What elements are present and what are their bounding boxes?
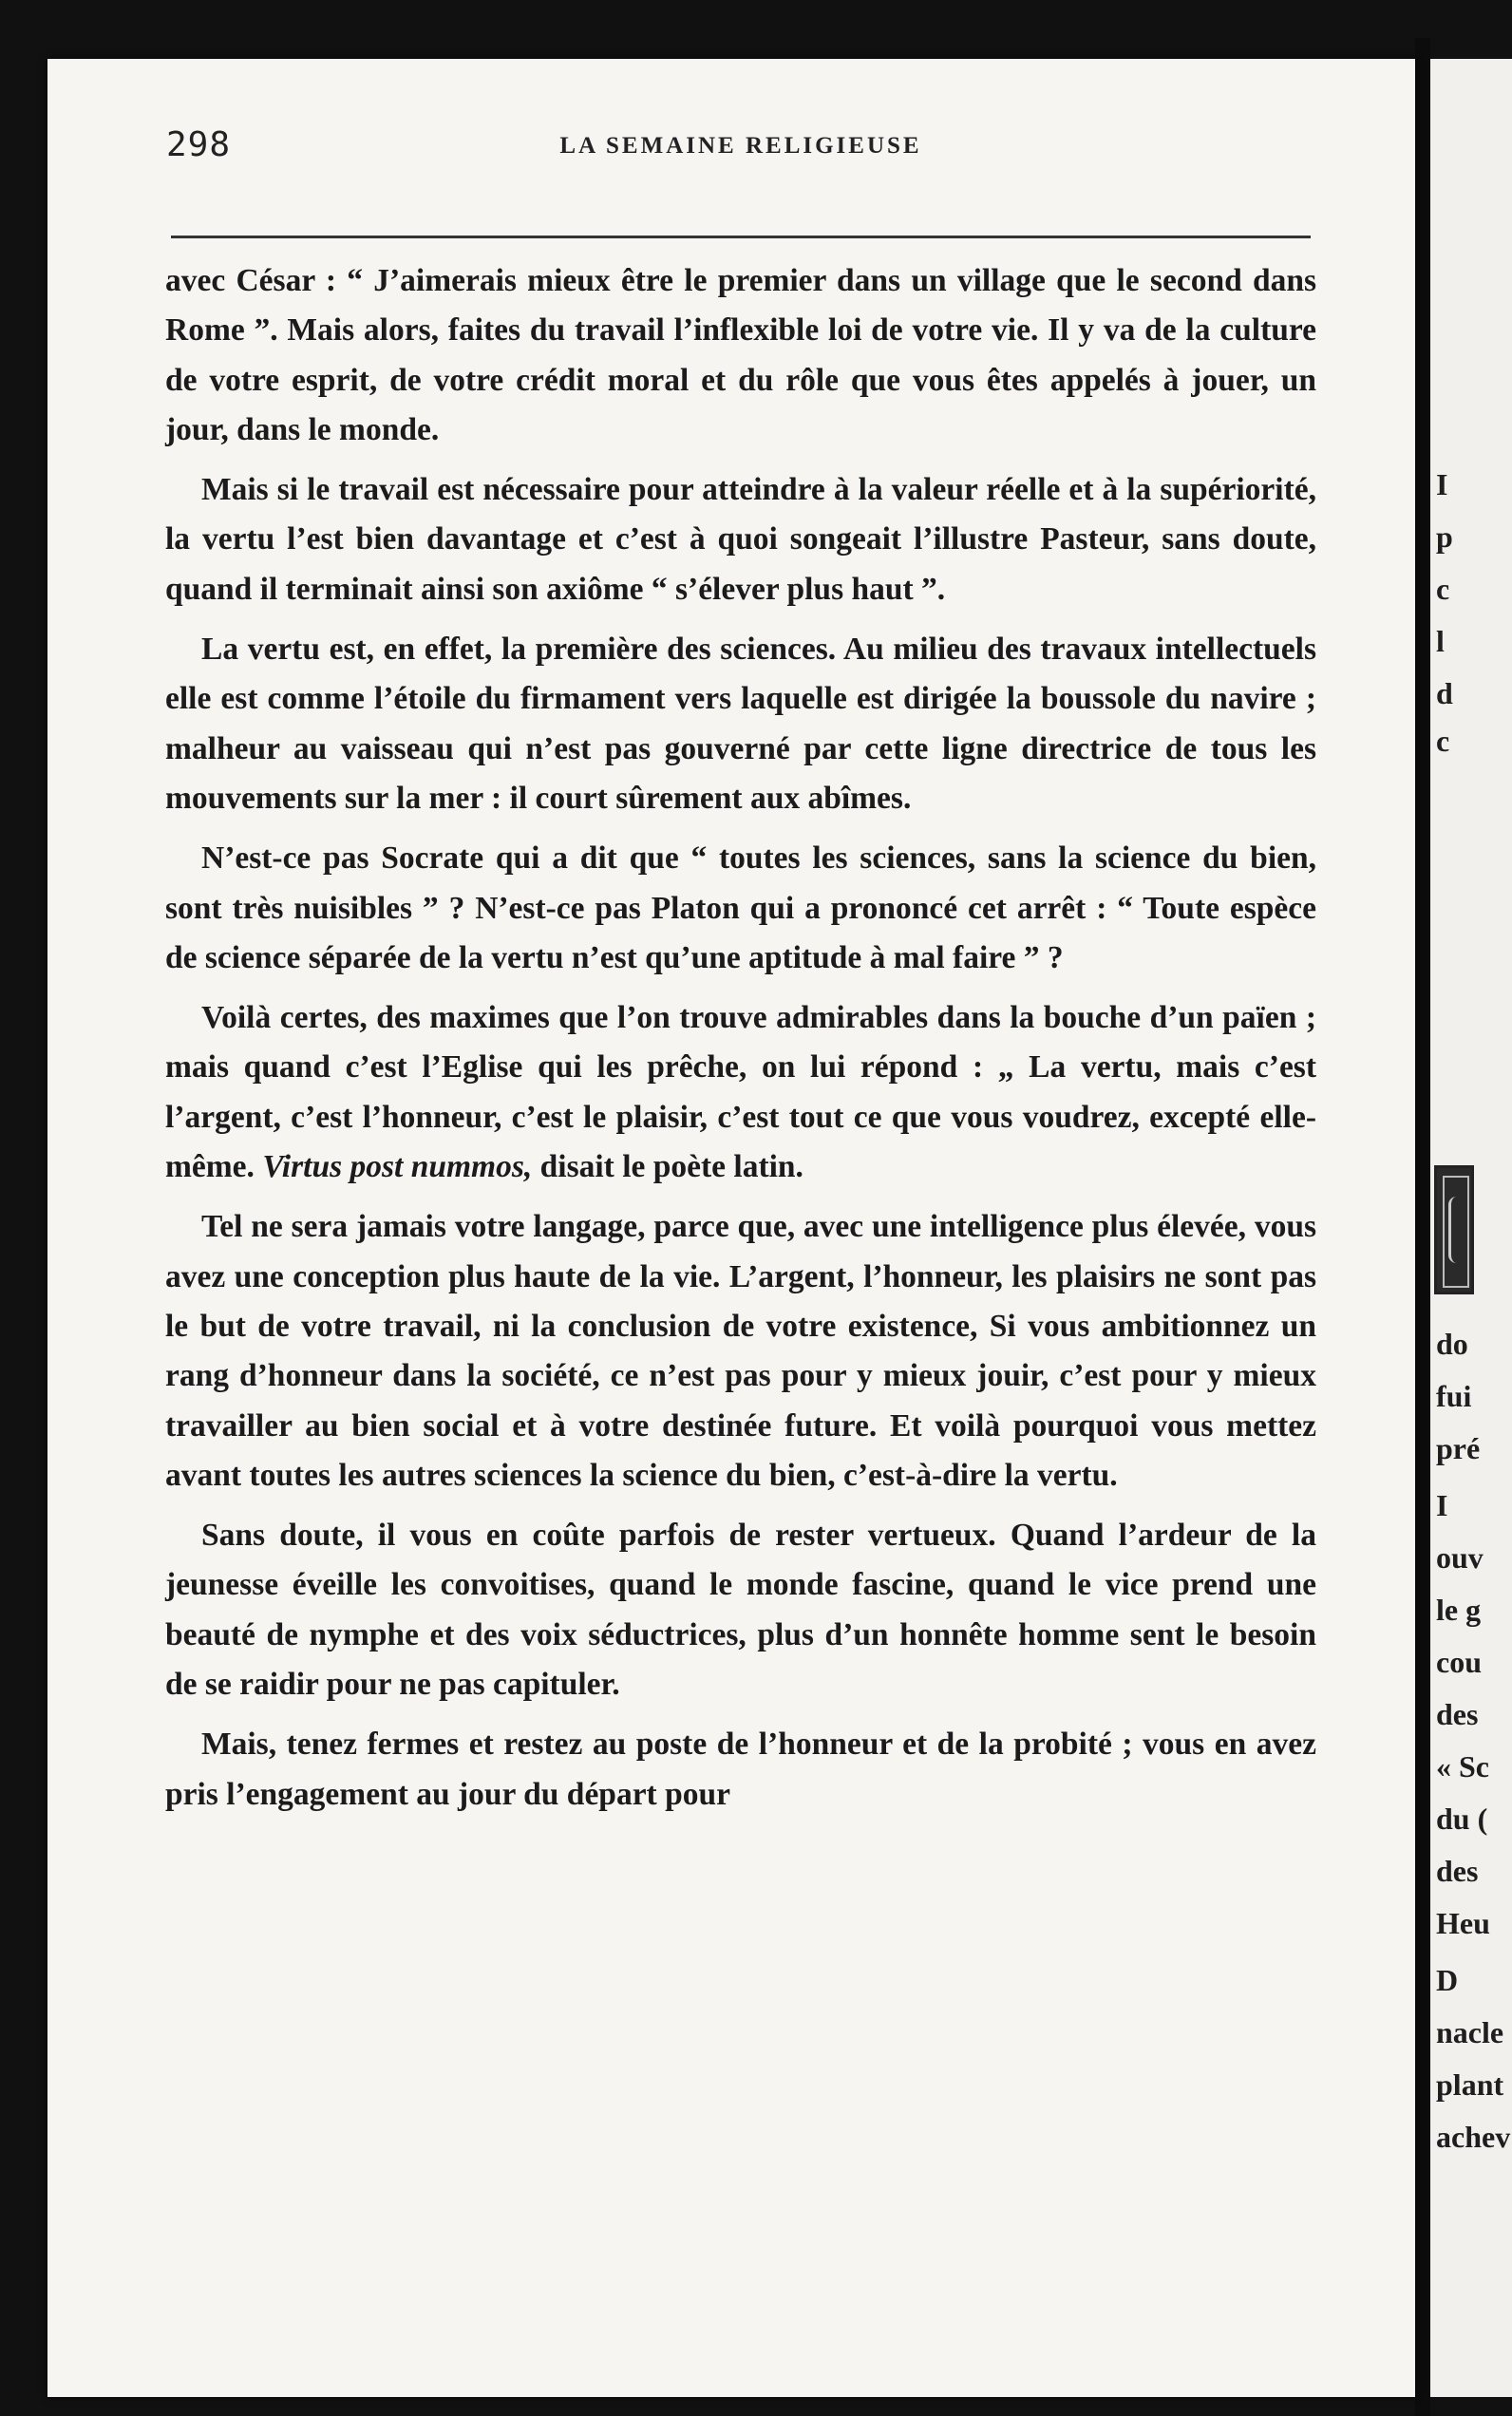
- page-header: [166, 122, 1315, 179]
- paragraph: avec César : “ J’aimerais mieux être le premier dans un village que le second dans Rome ”. Mais alors, faites du travail l’inflexible loi de votre vie. Il y va de la culture de votre esprit, de votre crédit moral et du rôle que vous êtes appelés à jouer, un jour, dans le monde.: [165, 263, 1316, 447]
- text-run: disait le poète latin.: [532, 1149, 803, 1185]
- fragment: l: [1436, 624, 1445, 658]
- paragraph: Mais si le travail est nécessaire pour atteindre à la valeur réelle et à la supériorité, la vertu l’est bien davantage et c’est à quoi songeait l’illustre Pasteur, sans doute, quand il terminait ainsi son axiôme “ s’élever plus haut ”.: [165, 472, 1316, 607]
- fragment: pré: [1436, 1431, 1481, 1465]
- paragraph: La vertu est, en effet, la première des sciences. Au milieu des travaux intellectuels elle est comme l’étoile du firmament vers laquelle est dirigée la boussole du navire ; malheur au vaisseau qui n’est pas gouverné par cette ligne directrice de tous les mouvements sur la mer : il court sûrement aux abîmes.: [165, 632, 1316, 816]
- fragment: « Sc: [1436, 1749, 1489, 1784]
- ornamental-initial: [1434, 1165, 1474, 1294]
- running-title: LA SEMAINE RELIGIEUSE: [559, 133, 922, 159]
- book-gutter: [1415, 38, 1430, 2416]
- paragraph: Tel ne sera jamais votre langage, parce que, avec une intelligence plus élevée, vous avez une conception plus haute de la vie. L’argent, l’honneur, les plaisirs ne sont pas le but de votre travail, ni la conclusion de votre existence, Si vous ambitionnez un rang d’honneur dans la société, ce n’est pas pour y mieux jouir, c’est pour y mieux travailler au bien social et à votre destinée future. Et voilà pourquoi vous mettez avant toutes les autres sciences la science du bien, c’est-à-dire la vertu.: [165, 1209, 1316, 1493]
- paragraph: Mais, tenez fermes et restez au poste de l’honneur et de la probité ; vous en avez pris l’engagement au jour du départ pour: [165, 1727, 1316, 1812]
- header-rule: [171, 236, 1311, 238]
- latin-quote: Virtus post nummos,: [262, 1149, 533, 1185]
- fragment: c: [1436, 724, 1450, 758]
- fragment: nacle: [1436, 2015, 1504, 2049]
- fragment: D: [1436, 1963, 1459, 1997]
- fragment: Heu: [1436, 1906, 1490, 1940]
- fragment: I: [1436, 1488, 1448, 1522]
- fragment: plant: [1436, 2067, 1504, 2102]
- fragment: p: [1436, 519, 1453, 554]
- paragraph: Sans doute, il vous en coûte parfois de rester vertueux. Quand l’ardeur de la jeunesse éveille les convoitises, quand le monde fascine, quand le vice prend une beauté de nymphe et des voix séductrices, plus d’un honnête homme sent le besoin de se raidir pour ne pas capituler.: [165, 1518, 1316, 1703]
- fragment: des: [1436, 1697, 1479, 1731]
- fragment: ouv: [1436, 1540, 1484, 1575]
- adjacent-page-edge: [1430, 59, 1512, 2397]
- fragment: des: [1436, 1854, 1479, 1888]
- fragment: achev: [1436, 2120, 1511, 2154]
- fragment: fui: [1436, 1379, 1472, 1413]
- fragment: I: [1436, 467, 1448, 501]
- text-run: Voilà certes, des maximes que l’on trouve admirables dans la bouche d’un païen ; mais quand c’est l’Eglise qui les prêche, on lui répond : „ La vertu, mais c’est l’argent, c’est l’honneur, c’est le plaisir, c’est tout ce que vous voudrez, excepté elle-même.: [165, 1000, 1316, 1185]
- fragment: d: [1436, 676, 1453, 710]
- fragment: do: [1436, 1327, 1468, 1361]
- fragment: c: [1436, 572, 1450, 606]
- body-text: [165, 256, 1316, 1820]
- paragraph: N’est-ce pas Socrate qui a dit que “ toutes les sciences, sans la science du bien, sont très nuisibles ” ? N’est-ce pas Platon qui a prononcé cet arrêt : “ Toute espèce de science séparée de la vertu n’est qu’une aptitude à mal faire ” ?: [165, 840, 1316, 975]
- fragment: du (: [1436, 1802, 1488, 1836]
- page-number: 298: [166, 125, 232, 164]
- fragment: le g: [1436, 1593, 1482, 1627]
- paragraph: [165, 993, 1316, 1192]
- fragment: cou: [1436, 1645, 1482, 1679]
